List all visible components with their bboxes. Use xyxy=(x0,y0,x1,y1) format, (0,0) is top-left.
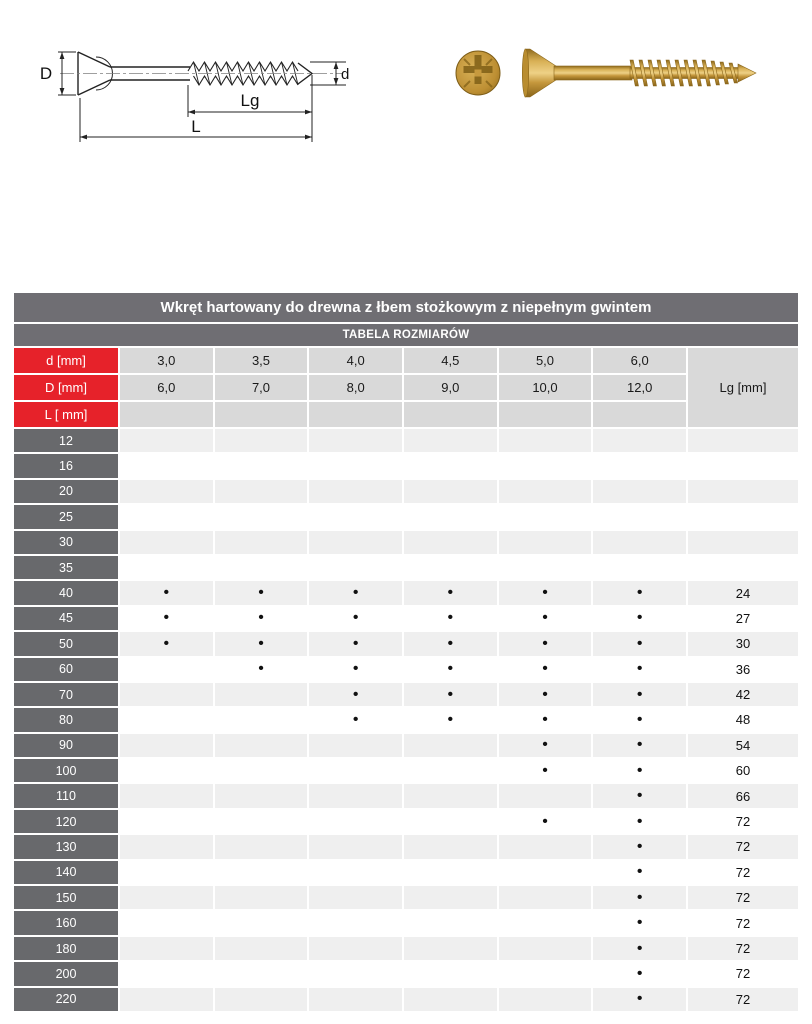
lg-value-cell: 72 xyxy=(688,835,798,858)
length-row-label: 25 xyxy=(14,505,118,528)
availability-dot-cell xyxy=(120,505,213,528)
lg-value-cell: 72 xyxy=(688,962,798,985)
availability-dot-cell: • xyxy=(309,632,402,655)
availability-dot-cell: • xyxy=(499,632,592,655)
table-subtitle: TABELA ROZMIARÓW xyxy=(14,324,798,346)
availability-dot-cell xyxy=(404,556,497,579)
lg-value-cell: 30 xyxy=(688,632,798,655)
length-row-label: 130 xyxy=(14,835,118,858)
availability-dot-cell xyxy=(309,556,402,579)
availability-dot-cell xyxy=(120,683,213,706)
availability-dot-cell: • xyxy=(404,581,497,604)
lg-value-cell: 54 xyxy=(688,734,798,757)
availability-dot-cell: • xyxy=(593,708,686,731)
availability-dot-cell xyxy=(120,861,213,884)
availability-dot-cell xyxy=(404,962,497,985)
availability-dot-cell: • xyxy=(120,632,213,655)
availability-dot-cell xyxy=(215,988,308,1011)
screw-technical-drawing xyxy=(10,5,350,155)
availability-dot-cell: • xyxy=(593,962,686,985)
l-row-empty-cell xyxy=(499,402,592,427)
lg-value-cell xyxy=(688,556,798,579)
length-row-label: 100 xyxy=(14,759,118,782)
lg-value-cell xyxy=(688,480,798,503)
length-row-label: 90 xyxy=(14,734,118,757)
dim-label-Lg: Lg xyxy=(240,91,260,110)
lg-value-cell: 72 xyxy=(688,911,798,934)
dim-label-L: L xyxy=(191,117,201,136)
availability-dot-cell: • xyxy=(593,911,686,934)
availability-dot-cell xyxy=(309,911,402,934)
availability-dot-cell xyxy=(404,784,497,807)
availability-dot-cell xyxy=(215,505,308,528)
lg-value-cell xyxy=(688,531,798,554)
availability-dot-cell xyxy=(120,962,213,985)
availability-dot-cell xyxy=(120,937,213,960)
D-value-cell: 7,0 xyxy=(215,375,308,400)
lg-value-cell: 72 xyxy=(688,861,798,884)
length-row-label: 200 xyxy=(14,962,118,985)
lg-value-cell: 60 xyxy=(688,759,798,782)
availability-dot-cell xyxy=(499,784,592,807)
availability-dot-cell xyxy=(309,734,402,757)
screw-side-view xyxy=(522,49,756,97)
availability-dot-cell: • xyxy=(309,708,402,731)
length-row-label: 180 xyxy=(14,937,118,960)
length-row-label: 40 xyxy=(14,581,118,604)
d-value-cell: 4,0 xyxy=(309,348,402,373)
availability-dot-cell: • xyxy=(309,581,402,604)
availability-dot-cell xyxy=(499,556,592,579)
availability-dot-cell xyxy=(215,810,308,833)
availability-dot-cell xyxy=(215,531,308,554)
availability-dot-cell xyxy=(215,759,308,782)
lg-value-cell: 42 xyxy=(688,683,798,706)
availability-dot-cell xyxy=(309,531,402,554)
availability-dot-cell xyxy=(309,962,402,985)
availability-dot-cell xyxy=(499,911,592,934)
length-row-label: 120 xyxy=(14,810,118,833)
availability-dot-cell xyxy=(499,962,592,985)
availability-dot-cell: • xyxy=(499,734,592,757)
d-value-cell: 5,0 xyxy=(499,348,592,373)
availability-dot-cell: • xyxy=(215,632,308,655)
length-row-label: 12 xyxy=(14,429,118,452)
availability-dot-cell: • xyxy=(593,581,686,604)
availability-dot-cell xyxy=(499,505,592,528)
dim-label-d: d xyxy=(341,66,350,83)
length-row-label: 220 xyxy=(14,988,118,1011)
availability-dot-cell xyxy=(404,505,497,528)
availability-dot-cell xyxy=(404,988,497,1011)
availability-dot-cell xyxy=(404,734,497,757)
availability-dot-cell: • xyxy=(593,835,686,858)
availability-dot-cell xyxy=(215,937,308,960)
availability-dot-cell: • xyxy=(593,632,686,655)
availability-dot-cell xyxy=(120,835,213,858)
availability-dot-cell: • xyxy=(499,581,592,604)
lg-value-cell xyxy=(688,454,798,477)
lg-value-cell: 72 xyxy=(688,810,798,833)
row-header-L: L [ mm] xyxy=(14,402,118,427)
availability-dot-cell xyxy=(215,454,308,477)
availability-dot-cell xyxy=(309,988,402,1011)
availability-dot-cell: • xyxy=(120,581,213,604)
availability-dot-cell xyxy=(215,911,308,934)
availability-dot-cell: • xyxy=(309,683,402,706)
length-row-label: 70 xyxy=(14,683,118,706)
length-row-label: 45 xyxy=(14,607,118,630)
size-table xyxy=(14,293,798,1011)
availability-dot-cell: • xyxy=(593,759,686,782)
length-row-label: 160 xyxy=(14,911,118,934)
D-value-cell: 12,0 xyxy=(593,375,686,400)
availability-dot-cell xyxy=(499,988,592,1011)
availability-dot-cell: • xyxy=(593,784,686,807)
availability-dot-cell: • xyxy=(215,607,308,630)
availability-dot-cell: • xyxy=(593,810,686,833)
availability-dot-cell: • xyxy=(593,658,686,681)
length-row-label: 50 xyxy=(14,632,118,655)
availability-dot-cell: • xyxy=(404,658,497,681)
availability-dot-cell xyxy=(499,886,592,909)
row-header-d: d [mm] xyxy=(14,348,118,373)
availability-dot-cell: • xyxy=(404,632,497,655)
lg-value-cell: 48 xyxy=(688,708,798,731)
availability-dot-cell xyxy=(499,454,592,477)
availability-dot-cell xyxy=(309,861,402,884)
length-row-label: 35 xyxy=(14,556,118,579)
availability-dot-cell: • xyxy=(309,607,402,630)
length-row-label: 20 xyxy=(14,480,118,503)
availability-dot-cell: • xyxy=(593,683,686,706)
availability-dot-cell xyxy=(120,708,213,731)
availability-dot-cell xyxy=(215,429,308,452)
availability-dot-cell xyxy=(120,454,213,477)
l-row-empty-cell xyxy=(593,402,686,427)
availability-dot-cell xyxy=(120,911,213,934)
length-row-label: 16 xyxy=(14,454,118,477)
D-value-cell: 8,0 xyxy=(309,375,402,400)
availability-dot-cell xyxy=(120,784,213,807)
availability-dot-cell xyxy=(309,784,402,807)
availability-dot-cell xyxy=(215,962,308,985)
D-value-cell: 10,0 xyxy=(499,375,592,400)
length-row-label: 60 xyxy=(14,658,118,681)
length-row-label: 110 xyxy=(14,784,118,807)
lg-value-cell: 24 xyxy=(688,581,798,604)
lg-value-cell xyxy=(688,505,798,528)
availability-dot-cell xyxy=(120,886,213,909)
availability-dot-cell xyxy=(120,556,213,579)
availability-dot-cell xyxy=(404,886,497,909)
lg-value-cell: 36 xyxy=(688,658,798,681)
availability-dot-cell xyxy=(215,734,308,757)
availability-dot-cell: • xyxy=(499,683,592,706)
availability-dot-cell xyxy=(215,683,308,706)
availability-dot-cell xyxy=(404,531,497,554)
availability-dot-cell xyxy=(593,454,686,477)
availability-dot-cell xyxy=(120,658,213,681)
availability-dot-cell xyxy=(499,835,592,858)
availability-dot-cell xyxy=(215,708,308,731)
table-title: Wkręt hartowany do drewna z łbem stożkowym z niepełnym gwintem xyxy=(14,293,798,322)
availability-dot-cell xyxy=(309,835,402,858)
availability-dot-cell: • xyxy=(593,886,686,909)
availability-dot-cell xyxy=(120,480,213,503)
availability-dot-cell xyxy=(120,531,213,554)
d-value-cell: 4,5 xyxy=(404,348,497,373)
availability-dot-cell xyxy=(215,886,308,909)
d-value-cell: 6,0 xyxy=(593,348,686,373)
length-row-label: 140 xyxy=(14,861,118,884)
availability-dot-cell: • xyxy=(215,658,308,681)
row-header-D: D [mm] xyxy=(14,375,118,400)
availability-dot-cell: • xyxy=(404,708,497,731)
availability-dot-cell xyxy=(404,861,497,884)
length-row-label: 80 xyxy=(14,708,118,731)
availability-dot-cell xyxy=(215,556,308,579)
D-value-cell: 9,0 xyxy=(404,375,497,400)
availability-dot-cell xyxy=(309,886,402,909)
l-row-empty-cell xyxy=(120,402,213,427)
lg-value-cell: 72 xyxy=(688,937,798,960)
lg-value-cell: 72 xyxy=(688,886,798,909)
lg-value-cell: 72 xyxy=(688,988,798,1011)
availability-dot-cell xyxy=(499,480,592,503)
availability-dot-cell: • xyxy=(120,607,213,630)
pozidriv-head-view xyxy=(456,51,500,95)
availability-dot-cell xyxy=(404,429,497,452)
length-row-label: 150 xyxy=(14,886,118,909)
availability-dot-cell xyxy=(499,937,592,960)
availability-dot-cell xyxy=(215,861,308,884)
availability-dot-cell: • xyxy=(499,759,592,782)
availability-dot-cell xyxy=(404,937,497,960)
lg-value-cell: 66 xyxy=(688,784,798,807)
dim-label-D: D xyxy=(39,64,53,83)
D-value-cell: 6,0 xyxy=(120,375,213,400)
availability-dot-cell xyxy=(120,759,213,782)
lg-value-cell xyxy=(688,429,798,452)
availability-dot-cell xyxy=(309,759,402,782)
availability-dot-cell xyxy=(404,911,497,934)
availability-dot-cell: • xyxy=(593,734,686,757)
availability-dot-cell xyxy=(120,429,213,452)
availability-dot-cell xyxy=(499,429,592,452)
availability-dot-cell: • xyxy=(593,861,686,884)
availability-dot-cell xyxy=(499,531,592,554)
availability-dot-cell: • xyxy=(499,658,592,681)
availability-dot-cell xyxy=(404,454,497,477)
length-row-label: 30 xyxy=(14,531,118,554)
lg-value-cell: 27 xyxy=(688,607,798,630)
availability-dot-cell: • xyxy=(404,683,497,706)
availability-dot-cell xyxy=(120,810,213,833)
availability-dot-cell xyxy=(404,759,497,782)
availability-dot-cell xyxy=(309,810,402,833)
l-row-empty-cell xyxy=(309,402,402,427)
availability-dot-cell: • xyxy=(593,988,686,1011)
l-row-empty-cell xyxy=(215,402,308,427)
availability-dot-cell xyxy=(309,505,402,528)
availability-dot-cell xyxy=(593,556,686,579)
availability-dot-cell xyxy=(593,429,686,452)
availability-dot-cell xyxy=(309,480,402,503)
availability-dot-cell xyxy=(215,835,308,858)
availability-dot-cell xyxy=(593,531,686,554)
availability-dot-cell: • xyxy=(499,810,592,833)
availability-dot-cell xyxy=(404,810,497,833)
availability-dot-cell xyxy=(215,784,308,807)
availability-dot-cell: • xyxy=(215,581,308,604)
col-header-lg: Lg [mm] xyxy=(688,348,798,427)
availability-dot-cell: • xyxy=(593,607,686,630)
availability-dot-cell xyxy=(120,988,213,1011)
availability-dot-cell xyxy=(309,937,402,960)
availability-dot-cell: • xyxy=(499,607,592,630)
availability-dot-cell xyxy=(404,835,497,858)
availability-dot-cell xyxy=(499,861,592,884)
availability-dot-cell: • xyxy=(499,708,592,731)
d-value-cell: 3,0 xyxy=(120,348,213,373)
availability-dot-cell: • xyxy=(309,658,402,681)
availability-dot-cell xyxy=(215,480,308,503)
availability-dot-cell xyxy=(120,734,213,757)
availability-dot-cell xyxy=(309,454,402,477)
availability-dot-cell: • xyxy=(593,937,686,960)
availability-dot-cell xyxy=(309,429,402,452)
screw-photo xyxy=(440,30,780,120)
availability-dot-cell xyxy=(593,480,686,503)
availability-dot-cell xyxy=(593,505,686,528)
availability-dot-cell: • xyxy=(404,607,497,630)
l-row-empty-cell xyxy=(404,402,497,427)
d-value-cell: 3,5 xyxy=(215,348,308,373)
availability-dot-cell xyxy=(404,480,497,503)
